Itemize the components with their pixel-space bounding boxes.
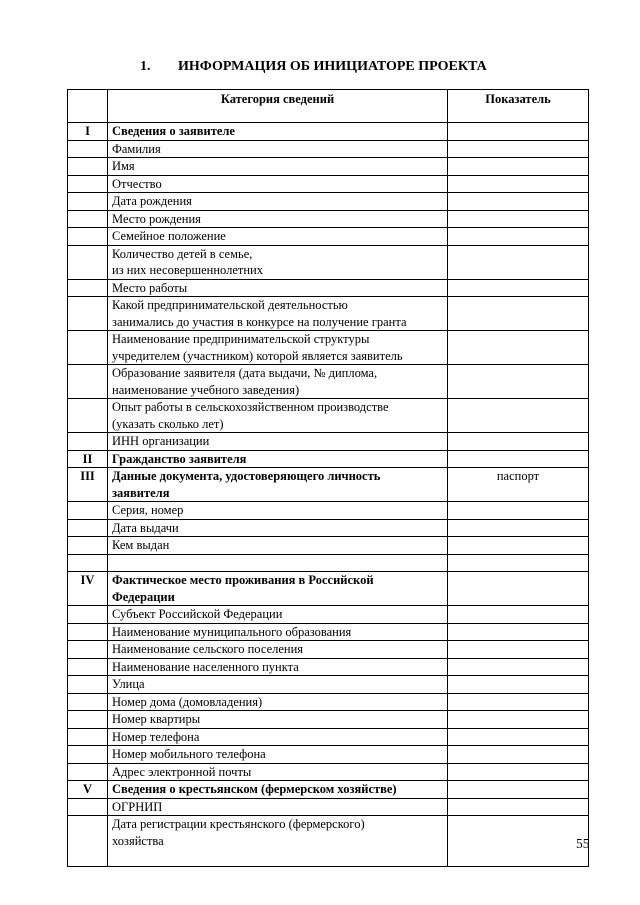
table-row — [68, 519, 589, 537]
row-value — [448, 228, 589, 246]
row-number — [68, 365, 108, 399]
table-row — [68, 658, 589, 676]
row-number: IV — [68, 572, 108, 606]
row-category-text: Фактическое место проживания в Российской Федерации — [112, 573, 374, 604]
row-category-text: Серия, номер — [112, 503, 184, 517]
table-row — [68, 228, 589, 246]
row-category — [108, 297, 448, 331]
row-value — [448, 399, 589, 433]
row-category-text: Номер телефона — [112, 729, 200, 744]
row-category-text: Имя — [112, 159, 135, 173]
row-category-text: Дата выдачи — [112, 520, 179, 535]
table-row — [68, 502, 589, 520]
table-row — [68, 798, 589, 816]
table-header-row — [68, 90, 589, 123]
row-category — [108, 676, 448, 694]
section-number: 1. — [140, 59, 151, 74]
table-row — [68, 816, 589, 867]
table-row — [68, 279, 589, 297]
row-number — [68, 816, 108, 867]
row-value — [448, 641, 589, 659]
row-category-text: Опыт работы в сельскохозяйственном производстве (указать сколько лет) — [112, 400, 389, 431]
row-category — [108, 763, 448, 781]
row-category — [108, 140, 448, 158]
row-category — [108, 606, 448, 624]
row-category-text: Кем выдан — [112, 538, 170, 552]
table-row — [68, 537, 589, 555]
row-number — [68, 606, 108, 624]
row-value — [448, 693, 589, 711]
row-category — [108, 572, 448, 606]
row-number — [68, 331, 108, 365]
table-row — [68, 175, 589, 193]
table-row — [68, 158, 589, 176]
table-row — [68, 728, 589, 746]
row-number — [68, 297, 108, 331]
row-number — [68, 728, 108, 746]
row-category — [108, 279, 448, 297]
row-category — [108, 175, 448, 193]
row-value — [448, 763, 589, 781]
row-category — [108, 433, 448, 451]
table-row — [68, 711, 589, 729]
row-category — [108, 193, 448, 211]
header-category: Категория сведений — [108, 90, 448, 123]
row-category — [108, 158, 448, 176]
row-category-text: Наименование населенного пункта — [112, 659, 299, 674]
row-category — [108, 450, 448, 468]
row-number: V — [68, 781, 108, 799]
row-number — [68, 711, 108, 729]
table-row — [68, 433, 589, 451]
row-category-text: Субъект Российской Федерации — [112, 607, 283, 621]
table-section-row — [68, 123, 589, 141]
table-section-row — [68, 572, 589, 606]
row-category-text: Гражданство заявителя — [112, 451, 247, 466]
table-row — [68, 193, 589, 211]
header-indicator: Показатель — [448, 90, 589, 123]
row-number — [68, 228, 108, 246]
row-category-text: Дата рождения — [112, 194, 192, 208]
table-section-row — [68, 450, 589, 468]
row-category — [108, 245, 448, 279]
row-category — [108, 746, 448, 764]
row-category — [108, 658, 448, 676]
row-category — [108, 537, 448, 555]
row-number — [68, 433, 108, 451]
row-value — [448, 623, 589, 641]
row-category-text: Номер мобильного телефона — [112, 747, 266, 761]
row-category — [108, 123, 448, 141]
row-category — [108, 728, 448, 746]
table-section-row — [68, 781, 589, 799]
row-value — [448, 140, 589, 158]
row-category-text: Адрес электронной почты — [112, 764, 252, 779]
row-category-text: Наименование муниципального образования — [112, 624, 352, 639]
row-number — [68, 537, 108, 555]
row-value — [448, 781, 589, 799]
row-category — [108, 228, 448, 246]
row-number: I — [68, 123, 108, 141]
table-row — [68, 331, 589, 365]
initiator-info-table — [67, 89, 589, 867]
table-row — [68, 245, 589, 279]
row-category-text: Сведения о заявителе — [112, 124, 235, 138]
row-category — [108, 502, 448, 520]
row-number — [68, 245, 108, 279]
row-value — [448, 158, 589, 176]
row-value — [448, 365, 589, 399]
row-value — [448, 450, 589, 468]
row-number — [68, 519, 108, 537]
row-value — [448, 572, 589, 606]
row-number — [68, 175, 108, 193]
row-number: III — [68, 468, 108, 502]
row-category — [108, 781, 448, 799]
row-category-text: Номер дома (домовладения) — [112, 694, 263, 709]
row-category — [108, 331, 448, 365]
page-number: 55 — [576, 836, 590, 851]
row-category — [108, 623, 448, 641]
row-value — [448, 728, 589, 746]
row-value — [448, 433, 589, 451]
row-category — [108, 519, 448, 537]
row-category-text: Наименование предпринимательской структуры учредителем (участником) которой является заявитель — [112, 332, 403, 363]
row-value — [448, 711, 589, 729]
table-row — [68, 641, 589, 659]
row-category-text: Сведения о крестьянском (фермерском хозяйстве) — [112, 782, 397, 796]
row-number — [68, 502, 108, 520]
row-number — [68, 210, 108, 228]
table-row — [68, 297, 589, 331]
row-category-text: Наименование сельского поселения — [112, 642, 304, 656]
row-value — [448, 297, 589, 331]
table-section-row — [68, 468, 589, 502]
row-category — [108, 210, 448, 228]
row-value — [448, 658, 589, 676]
row-value — [448, 537, 589, 555]
row-value — [448, 606, 589, 624]
row-value — [448, 746, 589, 764]
row-category-text: ИНН организации — [112, 434, 210, 448]
row-number — [68, 693, 108, 711]
row-value — [448, 331, 589, 365]
row-category — [108, 641, 448, 659]
row-category-text: Семейное положение — [112, 229, 226, 243]
table-row — [68, 210, 589, 228]
table-row — [68, 399, 589, 433]
section-title: ИНФОРМАЦИЯ ОБ ИНИЦИАТОРЕ ПРОЕКТА — [178, 59, 487, 74]
row-category-text: Дата регистрации крестьянского (фермерского) хозяйства — [112, 817, 365, 848]
row-category — [108, 468, 448, 502]
row-value — [448, 816, 589, 867]
row-value — [448, 279, 589, 297]
row-number — [68, 279, 108, 297]
row-category — [108, 399, 448, 433]
table-row — [68, 746, 589, 764]
table-row — [68, 676, 589, 694]
row-category — [108, 554, 448, 572]
table-row — [68, 693, 589, 711]
header-number — [68, 90, 108, 123]
row-number — [68, 623, 108, 641]
row-number — [68, 554, 108, 572]
row-number: II — [68, 450, 108, 468]
row-value — [448, 245, 589, 279]
row-value — [448, 210, 589, 228]
row-category-text: Место рождения — [112, 211, 201, 226]
row-category-text: Номер квартиры — [112, 712, 201, 726]
row-category-text: Количество детей в семье, из них несовершеннолетних — [112, 246, 263, 277]
row-number — [68, 763, 108, 781]
row-category-text: ОГРНИП — [112, 799, 163, 814]
row-category-text: Улица — [112, 677, 145, 691]
row-value — [448, 798, 589, 816]
row-value — [448, 554, 589, 572]
row-value — [448, 519, 589, 537]
table-row — [68, 763, 589, 781]
row-number — [68, 641, 108, 659]
row-number — [68, 140, 108, 158]
row-category-text: Образование заявителя (дата выдачи, № диплома, наименование учебного заведения) — [112, 366, 378, 397]
row-value — [448, 193, 589, 211]
table-row — [68, 140, 589, 158]
row-category — [108, 711, 448, 729]
row-category-text: Данные документа, удостоверяющего личность заявителя — [112, 469, 381, 500]
row-value — [448, 123, 589, 141]
row-category — [108, 693, 448, 711]
row-value — [448, 502, 589, 520]
table-row — [68, 554, 589, 572]
row-category — [108, 798, 448, 816]
row-category-text: Отчество — [112, 176, 162, 191]
row-category-text: Какой предпринимательской деятельностью занимались до участия в конкурсе на получение гранта — [112, 298, 407, 329]
row-number — [68, 676, 108, 694]
table-row — [68, 606, 589, 624]
row-number — [68, 399, 108, 433]
row-number — [68, 746, 108, 764]
row-number — [68, 798, 108, 816]
row-value: паспорт — [448, 468, 589, 502]
row-value — [448, 676, 589, 694]
row-number — [68, 193, 108, 211]
section-heading — [0, 57, 640, 77]
row-number — [68, 158, 108, 176]
row-category — [108, 365, 448, 399]
table-row — [68, 365, 589, 399]
row-category-text: Фамилия — [112, 141, 161, 156]
row-value — [448, 175, 589, 193]
row-number — [68, 658, 108, 676]
row-category-text: Место работы — [112, 280, 188, 295]
row-category — [108, 816, 448, 867]
table-row — [68, 623, 589, 641]
